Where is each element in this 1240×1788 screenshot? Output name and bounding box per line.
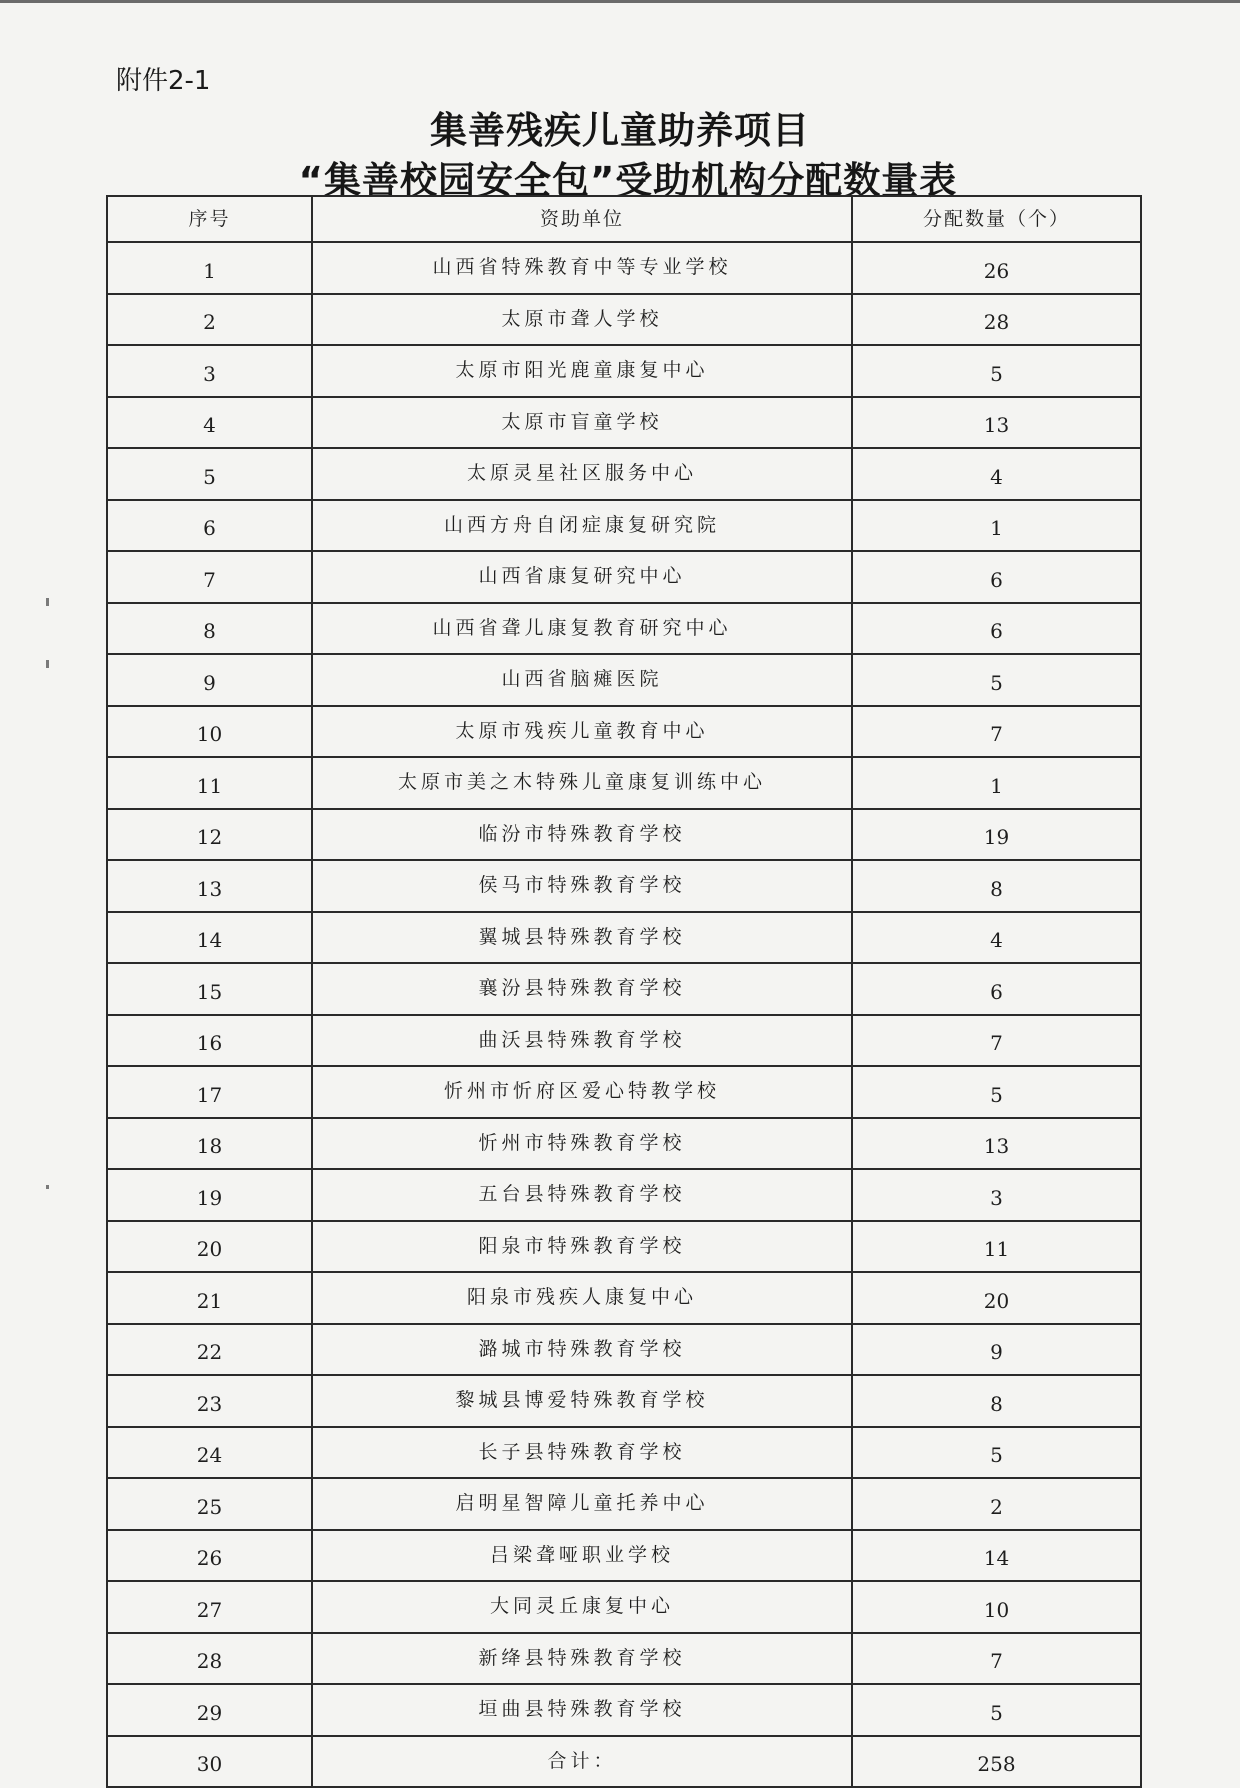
table-row bbox=[107, 654, 1141, 706]
table-row bbox=[107, 1736, 1141, 1788]
row-allocation-quantity: 10 bbox=[852, 1581, 1141, 1633]
row-funded-unit: 襄汾县特殊教育学校 bbox=[312, 963, 852, 1015]
row-serial-number: 13 bbox=[107, 860, 312, 912]
table-row bbox=[107, 1478, 1141, 1530]
table-row bbox=[107, 345, 1141, 397]
row-serial-number: 29 bbox=[107, 1684, 312, 1736]
row-serial-number: 28 bbox=[107, 1633, 312, 1685]
allocation-table bbox=[106, 195, 1142, 1788]
row-allocation-quantity: 5 bbox=[852, 1427, 1141, 1479]
row-funded-unit: 山西省脑瘫医院 bbox=[312, 654, 852, 706]
row-allocation-quantity: 1 bbox=[852, 757, 1141, 809]
row-funded-unit: 太原市阳光鹿童康复中心 bbox=[312, 345, 852, 397]
scan-speck bbox=[46, 660, 49, 668]
row-allocation-quantity: 4 bbox=[852, 448, 1141, 500]
table-row bbox=[107, 1581, 1141, 1633]
row-serial-number: 9 bbox=[107, 654, 312, 706]
row-allocation-quantity: 19 bbox=[852, 809, 1141, 861]
row-serial-number: 26 bbox=[107, 1530, 312, 1582]
row-serial-number: 12 bbox=[107, 809, 312, 861]
row-serial-number: 25 bbox=[107, 1478, 312, 1530]
row-allocation-quantity: 7 bbox=[852, 1633, 1141, 1685]
table-row bbox=[107, 860, 1141, 912]
row-funded-unit: 忻州市特殊教育学校 bbox=[312, 1118, 852, 1170]
row-funded-unit: 山西省康复研究中心 bbox=[312, 551, 852, 603]
row-funded-unit: 合计： bbox=[312, 1736, 852, 1788]
row-serial-number: 7 bbox=[107, 551, 312, 603]
row-allocation-quantity: 9 bbox=[852, 1324, 1141, 1376]
row-funded-unit: 黎城县博爱特殊教育学校 bbox=[312, 1375, 852, 1427]
table-row bbox=[107, 1633, 1141, 1685]
table-row bbox=[107, 1169, 1141, 1221]
row-allocation-quantity: 5 bbox=[852, 1066, 1141, 1118]
row-allocation-quantity: 1 bbox=[852, 500, 1141, 552]
table-row bbox=[107, 1375, 1141, 1427]
row-allocation-quantity: 11 bbox=[852, 1221, 1141, 1273]
row-serial-number: 16 bbox=[107, 1015, 312, 1067]
row-funded-unit: 山西省特殊教育中等专业学校 bbox=[312, 242, 852, 294]
row-allocation-quantity: 26 bbox=[852, 242, 1141, 294]
table-row bbox=[107, 706, 1141, 758]
row-funded-unit: 垣曲县特殊教育学校 bbox=[312, 1684, 852, 1736]
row-serial-number: 30 bbox=[107, 1736, 312, 1788]
row-serial-number: 4 bbox=[107, 397, 312, 449]
header-allocation-quantity: 分配数量（个） bbox=[852, 196, 1141, 242]
row-allocation-quantity: 8 bbox=[852, 1375, 1141, 1427]
row-allocation-quantity: 14 bbox=[852, 1530, 1141, 1582]
row-allocation-quantity: 5 bbox=[852, 1684, 1141, 1736]
row-funded-unit: 太原市残疾儿童教育中心 bbox=[312, 706, 852, 758]
row-funded-unit: 大同灵丘康复中心 bbox=[312, 1581, 852, 1633]
table-row bbox=[107, 294, 1141, 346]
table-row bbox=[107, 1221, 1141, 1273]
row-allocation-quantity: 13 bbox=[852, 1118, 1141, 1170]
row-funded-unit: 潞城市特殊教育学校 bbox=[312, 1324, 852, 1376]
row-serial-number: 1 bbox=[107, 242, 312, 294]
table-row bbox=[107, 1427, 1141, 1479]
header-serial-number: 序号 bbox=[107, 196, 312, 242]
row-allocation-quantity: 28 bbox=[852, 294, 1141, 346]
row-serial-number: 11 bbox=[107, 757, 312, 809]
table-row bbox=[107, 448, 1141, 500]
table-row bbox=[107, 1272, 1141, 1324]
row-funded-unit: 新绛县特殊教育学校 bbox=[312, 1633, 852, 1685]
row-serial-number: 20 bbox=[107, 1221, 312, 1273]
table-body bbox=[107, 242, 1141, 1787]
scan-top-edge bbox=[0, 0, 1240, 3]
table-row bbox=[107, 912, 1141, 964]
row-funded-unit: 五台县特殊教育学校 bbox=[312, 1169, 852, 1221]
row-funded-unit: 太原市美之木特殊儿童康复训练中心 bbox=[312, 757, 852, 809]
table-row bbox=[107, 1684, 1141, 1736]
row-allocation-quantity: 258 bbox=[852, 1736, 1141, 1788]
row-serial-number: 10 bbox=[107, 706, 312, 758]
row-funded-unit: 临汾市特殊教育学校 bbox=[312, 809, 852, 861]
row-funded-unit: 启明星智障儿童托养中心 bbox=[312, 1478, 852, 1530]
header-funded-unit: 资助单位 bbox=[312, 196, 852, 242]
row-funded-unit: 忻州市忻府区爱心特教学校 bbox=[312, 1066, 852, 1118]
row-funded-unit: 翼城县特殊教育学校 bbox=[312, 912, 852, 964]
row-funded-unit: 吕梁聋哑职业学校 bbox=[312, 1530, 852, 1582]
row-allocation-quantity: 8 bbox=[852, 860, 1141, 912]
row-allocation-quantity: 5 bbox=[852, 345, 1141, 397]
scan-speck bbox=[46, 598, 49, 606]
row-serial-number: 18 bbox=[107, 1118, 312, 1170]
row-allocation-quantity: 5 bbox=[852, 654, 1141, 706]
row-allocation-quantity: 7 bbox=[852, 1015, 1141, 1067]
row-serial-number: 19 bbox=[107, 1169, 312, 1221]
row-funded-unit: 山西省聋儿康复教育研究中心 bbox=[312, 603, 852, 655]
table-row bbox=[107, 551, 1141, 603]
table-row bbox=[107, 1066, 1141, 1118]
row-serial-number: 22 bbox=[107, 1324, 312, 1376]
row-serial-number: 8 bbox=[107, 603, 312, 655]
attachment-label: 附件2-1 bbox=[116, 66, 211, 96]
row-funded-unit: 太原市盲童学校 bbox=[312, 397, 852, 449]
row-allocation-quantity: 20 bbox=[852, 1272, 1141, 1324]
row-funded-unit: 侯马市特殊教育学校 bbox=[312, 860, 852, 912]
row-serial-number: 5 bbox=[107, 448, 312, 500]
table-row bbox=[107, 809, 1141, 861]
table-row bbox=[107, 1118, 1141, 1170]
row-allocation-quantity: 2 bbox=[852, 1478, 1141, 1530]
table-row bbox=[107, 603, 1141, 655]
table-row bbox=[107, 757, 1141, 809]
row-serial-number: 17 bbox=[107, 1066, 312, 1118]
row-serial-number: 23 bbox=[107, 1375, 312, 1427]
document-title-line-1: 集善残疾儿童助养项目 bbox=[430, 109, 810, 152]
table-header-row bbox=[107, 196, 1141, 242]
row-serial-number: 24 bbox=[107, 1427, 312, 1479]
table-row bbox=[107, 1015, 1141, 1067]
row-funded-unit: 太原市聋人学校 bbox=[312, 294, 852, 346]
table-row bbox=[107, 397, 1141, 449]
row-allocation-quantity: 3 bbox=[852, 1169, 1141, 1221]
table-row bbox=[107, 500, 1141, 552]
row-funded-unit: 太原灵星社区服务中心 bbox=[312, 448, 852, 500]
row-funded-unit: 阳泉市特殊教育学校 bbox=[312, 1221, 852, 1273]
table-row bbox=[107, 242, 1141, 294]
table-row bbox=[107, 1324, 1141, 1376]
table-row bbox=[107, 1530, 1141, 1582]
row-allocation-quantity: 6 bbox=[852, 963, 1141, 1015]
row-allocation-quantity: 7 bbox=[852, 706, 1141, 758]
row-funded-unit: 阳泉市残疾人康复中心 bbox=[312, 1272, 852, 1324]
document-title-line-2: “集善校园安全包”受助机构分配数量表 bbox=[298, 159, 958, 202]
row-allocation-quantity: 13 bbox=[852, 397, 1141, 449]
row-serial-number: 6 bbox=[107, 500, 312, 552]
row-serial-number: 15 bbox=[107, 963, 312, 1015]
row-serial-number: 14 bbox=[107, 912, 312, 964]
row-allocation-quantity: 4 bbox=[852, 912, 1141, 964]
table-row bbox=[107, 963, 1141, 1015]
row-funded-unit: 山西方舟自闭症康复研究院 bbox=[312, 500, 852, 552]
row-serial-number: 2 bbox=[107, 294, 312, 346]
row-serial-number: 27 bbox=[107, 1581, 312, 1633]
row-serial-number: 3 bbox=[107, 345, 312, 397]
row-funded-unit: 曲沃县特殊教育学校 bbox=[312, 1015, 852, 1067]
row-serial-number: 21 bbox=[107, 1272, 312, 1324]
scan-speck bbox=[46, 1185, 49, 1189]
row-allocation-quantity: 6 bbox=[852, 603, 1141, 655]
row-funded-unit: 长子县特殊教育学校 bbox=[312, 1427, 852, 1479]
row-allocation-quantity: 6 bbox=[852, 551, 1141, 603]
